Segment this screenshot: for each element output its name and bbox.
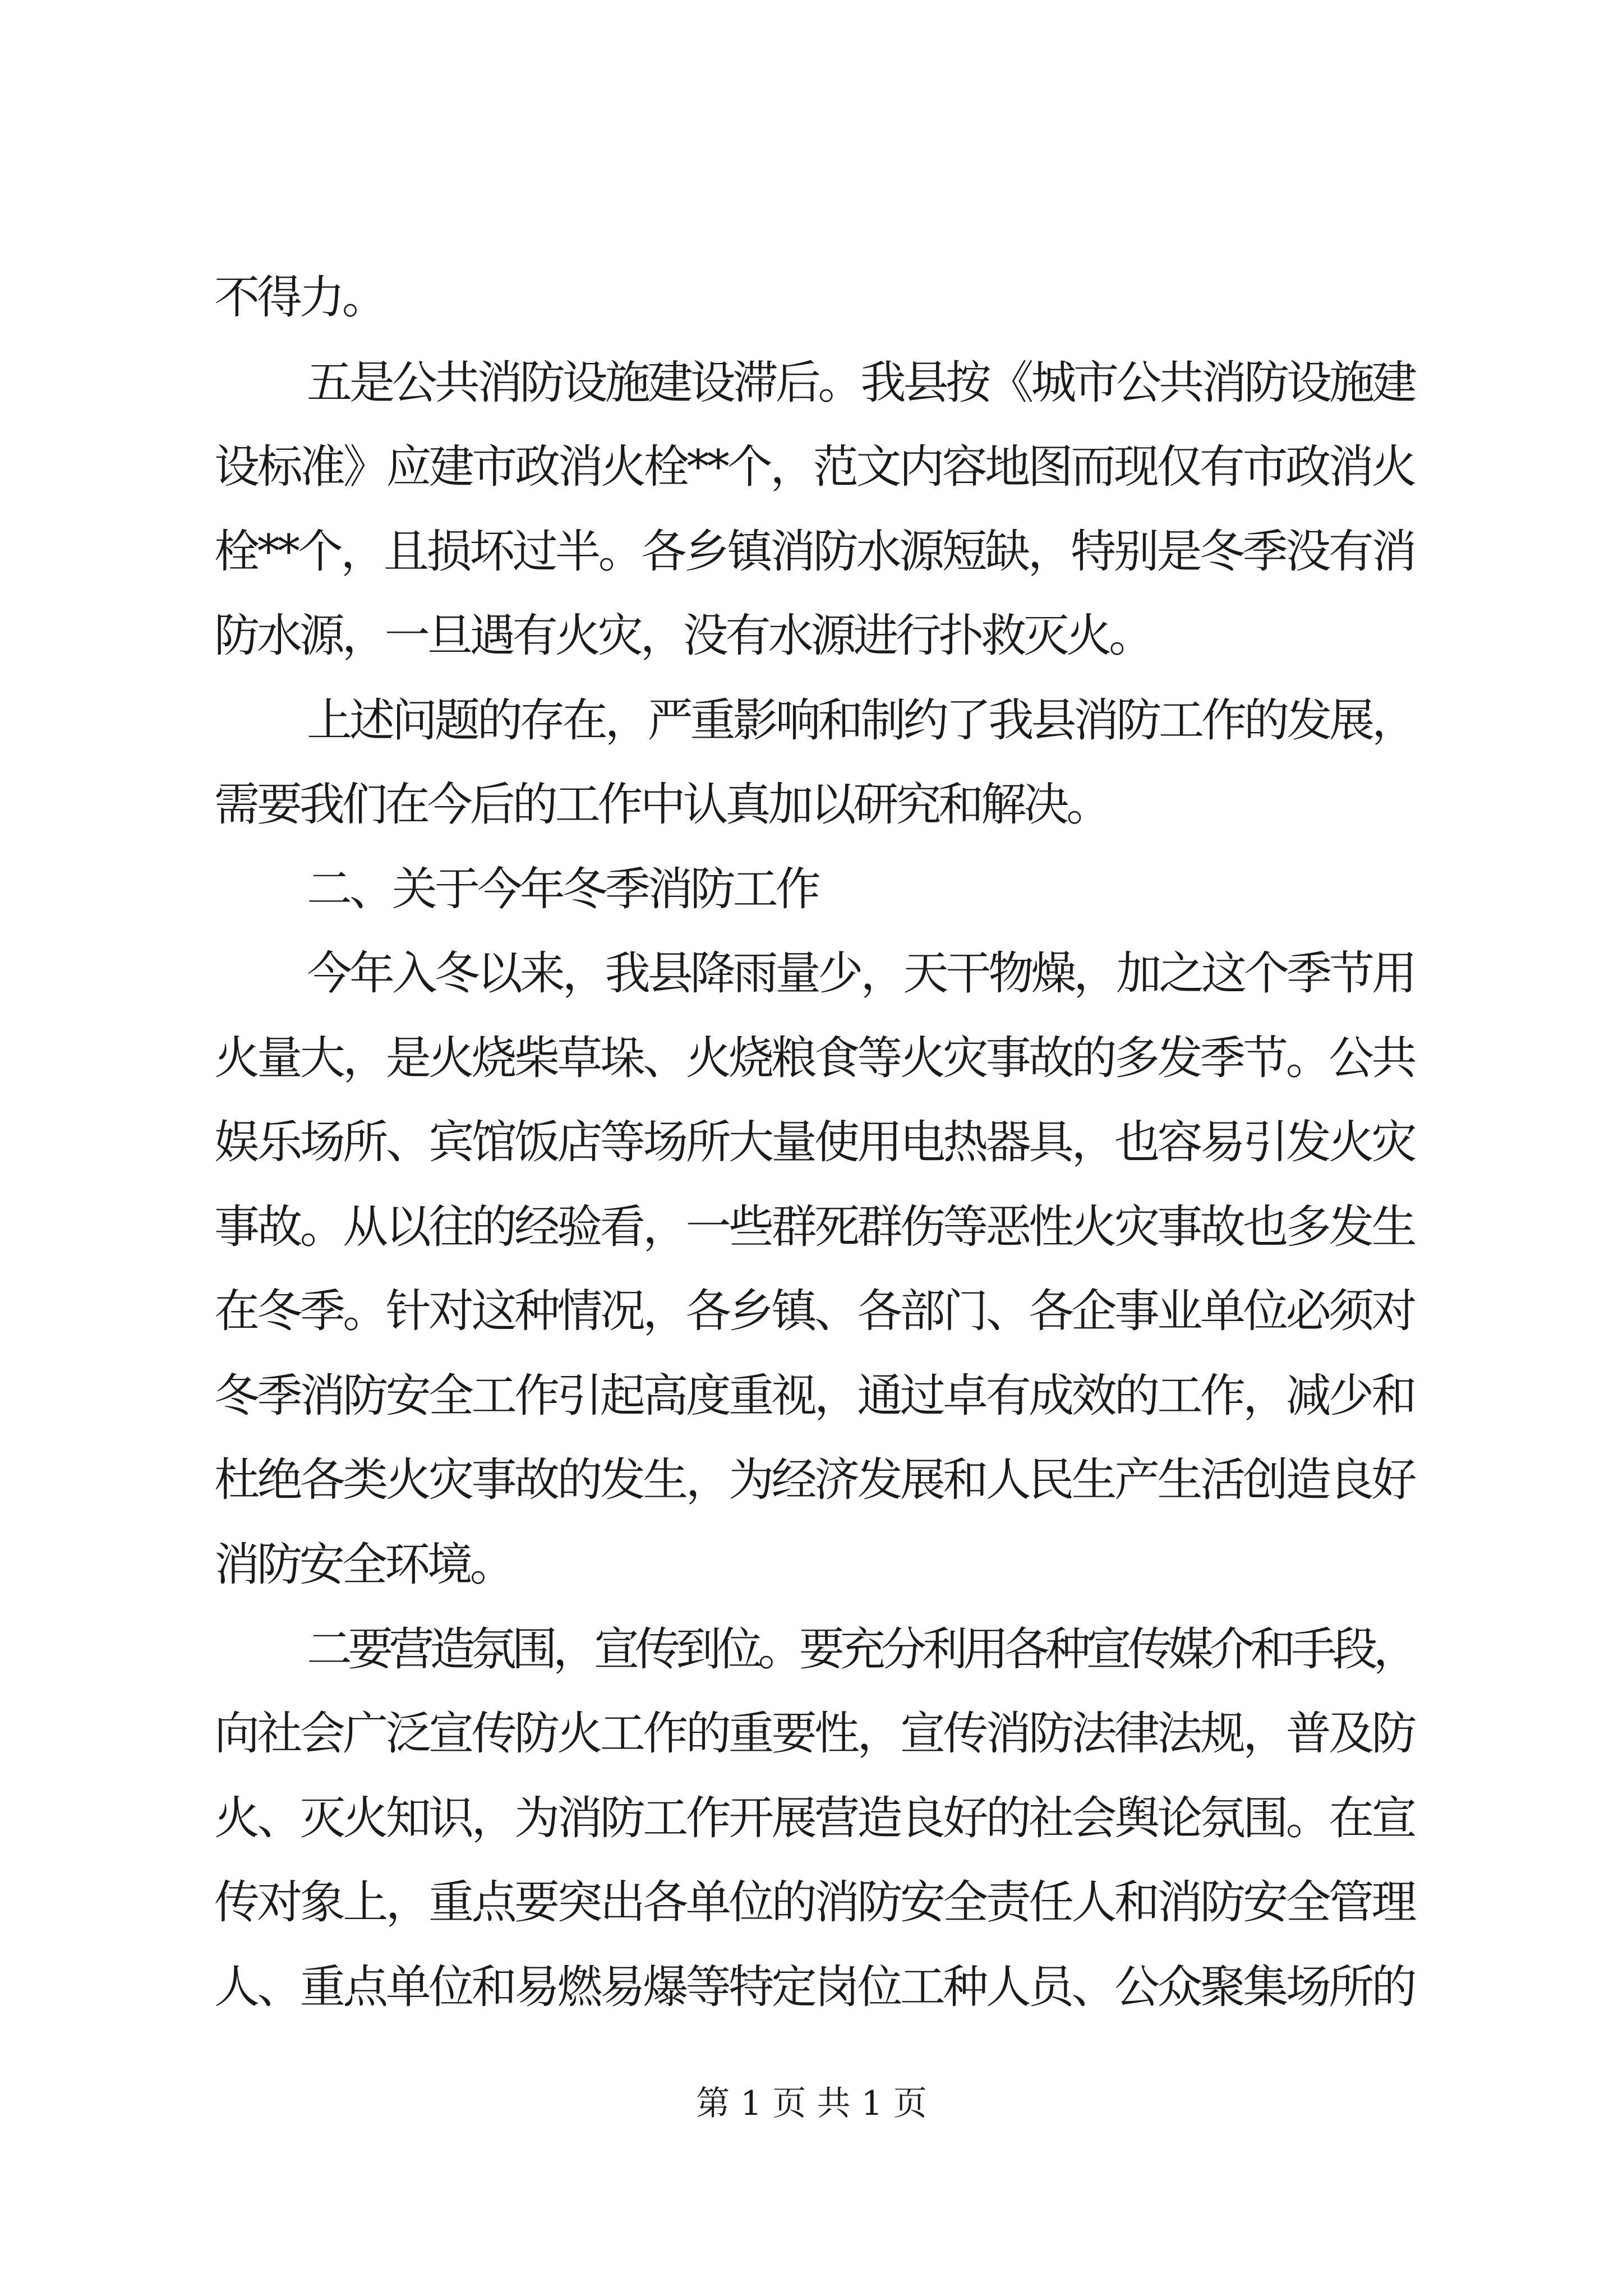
text-line: 消防安全环境。 (214, 1539, 513, 1591)
text-line: 人、重点单位和易燃易爆等特定岗位工种人员、公众聚集场所的 (214, 1961, 1414, 2014)
text-line: 设标准》应建市政消火栓**个，范文内容地图而现仅有市政消火 (214, 441, 1414, 494)
text-line: 需要我们在今后的工作中认真加以研究和解决。 (214, 779, 1109, 831)
text-line: 五是公共消防设施建设滞后。我县按《城市公共消防设施建 (307, 357, 1414, 409)
text-line: 二要营造氛围，宣传到位。要充分利用各种宣传媒介和手段， (307, 1623, 1414, 1676)
text-line: 在冬季。针对这种情况，各乡镇、各部门、各企事业单位必须对 (214, 1285, 1414, 1338)
text-line: 事故。从以往的经验看，一些群死群伤等恶性火灾事故也多发生 (214, 1201, 1414, 1254)
text-line: 火量大，是火烧柴草垛、火烧粮食等火灾事故的多发季节。公共 (214, 1032, 1414, 1085)
text-line: 杜绝各类火灾事故的发生，为经济发展和人民生产生活创造良好 (214, 1454, 1414, 1507)
page-footer: 第 1 页 共 1 页 (696, 2084, 927, 2123)
text-line: 今年入冬以来，我县降雨量少，天干物燥，加之这个季节用 (307, 947, 1414, 1000)
text-line: 火、灭火知识，为消防工作开展营造良好的社会舆论氛围。在宣 (214, 1792, 1414, 1845)
text-line: 栓**个，且损坏过半。各乡镇消防水源短缺，特别是冬季没有消 (214, 526, 1414, 578)
text-line: 不得力。 (214, 272, 385, 324)
text-line: 冬季消防安全工作引起高度重视，通过卓有成效的工作，减少和 (214, 1370, 1414, 1423)
section-heading: 二、关于今年冬季消防工作 (307, 863, 818, 916)
text-line: 向社会广泛宣传防火工作的重要性，宣传消防法律法规，普及防 (214, 1708, 1414, 1760)
text-line: 上述问题的存在，严重影响和制约了我县消防工作的发展， (307, 694, 1414, 747)
text-line: 娱乐场所、宾馆饭店等场所大量使用电热器具，也容易引发火灾 (214, 1116, 1414, 1169)
text-line: 传对象上，重点要突出各单位的消防安全责任人和消防安全管理 (214, 1876, 1414, 1929)
text-line: 防水源，一旦遇有火灾，没有水源进行扑救灭火。 (214, 610, 1152, 662)
